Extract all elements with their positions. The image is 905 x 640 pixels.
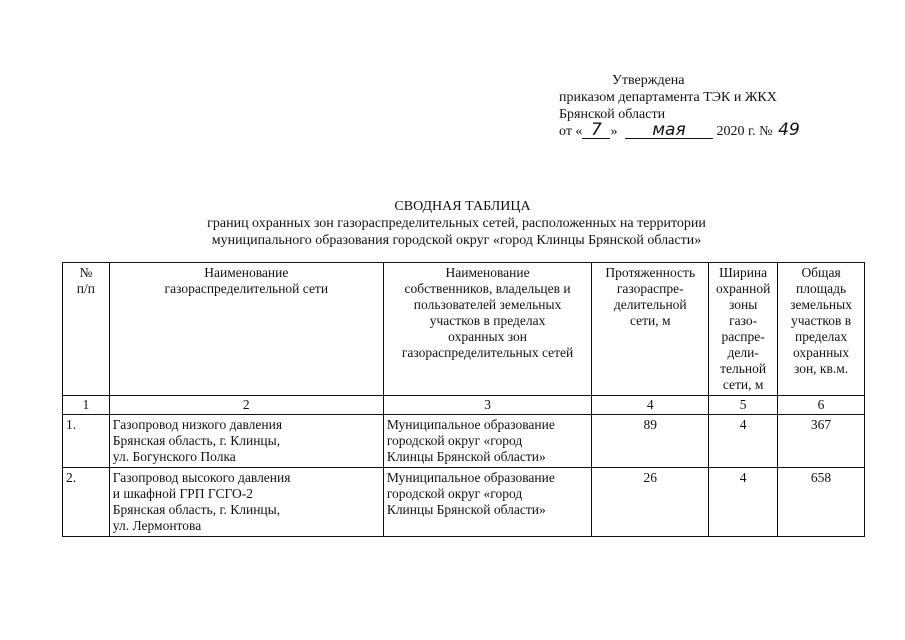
cell-line: охранной <box>715 281 771 296</box>
cell-line: сети, м <box>629 313 671 328</box>
document-subtitle-line-1: границ охранных зон газораспределительных сетей, расположенных на территории <box>207 216 706 231</box>
cell-line: сети, м <box>722 377 764 392</box>
length-cell: 26 <box>592 468 709 537</box>
cell-line: городской округ «город <box>386 433 523 448</box>
cell-line: участков в <box>790 313 852 328</box>
network-name-cell <box>109 415 383 468</box>
column-number: 3 <box>383 396 592 415</box>
header-network-name <box>109 263 383 396</box>
area-cell: 367 <box>778 415 865 468</box>
date-year: 2020 г. <box>716 124 756 139</box>
cell-line: участков в пределах <box>429 313 546 328</box>
header-length <box>592 263 709 396</box>
cell-line: пределах <box>794 329 848 344</box>
cell-line: газораспределительной сети <box>164 281 329 296</box>
approval-block <box>559 72 802 140</box>
owner-cell <box>383 468 592 537</box>
owner-cell <box>383 415 592 468</box>
area-cell: 658 <box>778 468 865 537</box>
table-row <box>63 415 865 468</box>
cell-line: зон, кв.м. <box>793 361 849 376</box>
number-label: № <box>759 124 773 139</box>
cell-line: охранных зон <box>448 329 527 344</box>
column-numbers-row <box>63 396 865 415</box>
cell-line: Газопровод низкого давления <box>112 417 283 432</box>
cell-line: дели- <box>727 345 759 360</box>
cell-line: газораспре- <box>616 281 684 296</box>
cell-line: газораспределительных сетей <box>401 345 574 360</box>
row-number: 2. <box>63 468 110 537</box>
cell-line: Протяженность <box>605 265 696 280</box>
cell-line: пользователей земельных <box>413 297 562 312</box>
cell-line: Газопровод высокого давления <box>112 470 291 485</box>
network-name-cell <box>109 468 383 537</box>
cell-line: распре- <box>721 329 765 344</box>
cell-line: площадь <box>795 281 847 296</box>
cell-line: газо- <box>729 313 758 328</box>
cell-line: делительной <box>613 297 687 312</box>
header-width <box>709 263 778 396</box>
approval-order-line: приказом департамента ТЭК и ЖКХ <box>559 90 777 105</box>
cell-line: № <box>79 265 93 280</box>
cell-line: Муниципальное образование <box>386 417 555 432</box>
cell-line: Ширина <box>719 265 768 280</box>
cell-line: п/п <box>76 281 95 296</box>
width-cell: 4 <box>709 415 778 468</box>
document-subtitle-line-2: муниципального образования городской округ «город Клинцы Брянской области» <box>211 233 702 248</box>
cell-line: зоны <box>728 297 758 312</box>
cell-line: Наименование <box>204 265 289 280</box>
column-number: 2 <box>109 396 383 415</box>
cell-line: городской округ «город <box>386 486 523 501</box>
approval-region-line: Брянской области <box>559 107 666 122</box>
cell-line: тельной <box>720 361 767 376</box>
cell-line: Брянская область, г. Клинцы, <box>112 433 281 448</box>
cell-line: Муниципальное образование <box>386 470 555 485</box>
cell-line: охранных <box>792 345 850 360</box>
cell-line: Общая <box>801 265 841 280</box>
date-mid: » <box>610 124 618 139</box>
column-number: 5 <box>709 396 778 415</box>
table-header-row <box>63 263 865 396</box>
length-cell: 89 <box>592 415 709 468</box>
cell-line: Клинцы Брянской области» <box>386 502 546 517</box>
approval-title: Утверждена <box>612 73 685 88</box>
table-row <box>63 468 865 537</box>
column-number: 1 <box>63 396 110 415</box>
cell-line: Наименование <box>445 265 530 280</box>
cell-line: Брянская область, г. Клинцы, <box>112 502 281 517</box>
approval-date-line <box>559 120 802 140</box>
width-cell: 4 <box>709 468 778 537</box>
header-owners <box>383 263 592 396</box>
header-number <box>63 263 110 396</box>
handwritten-month: мая <box>625 123 713 139</box>
column-number: 6 <box>778 396 865 415</box>
handwritten-number: 49 <box>778 120 800 140</box>
cell-line: Клинцы Брянской области» <box>386 449 546 464</box>
row-number: 1. <box>63 415 110 468</box>
document-title-block <box>0 198 905 249</box>
cell-line: и шкафной ГРП ГСГО-2 <box>112 486 253 501</box>
date-prefix: от « <box>559 124 583 139</box>
handwritten-day: 7 <box>582 123 610 139</box>
cell-line: ул. Лермонтова <box>112 518 202 533</box>
summary-table <box>62 262 865 537</box>
document-title: СВОДНАЯ ТАБЛИЦА <box>394 199 531 214</box>
cell-line: собственников, владельцев и <box>404 281 571 296</box>
cell-line: земельных <box>790 297 852 312</box>
header-area <box>778 263 865 396</box>
column-number: 4 <box>592 396 709 415</box>
cell-line: ул. Богунского Полка <box>112 449 236 464</box>
